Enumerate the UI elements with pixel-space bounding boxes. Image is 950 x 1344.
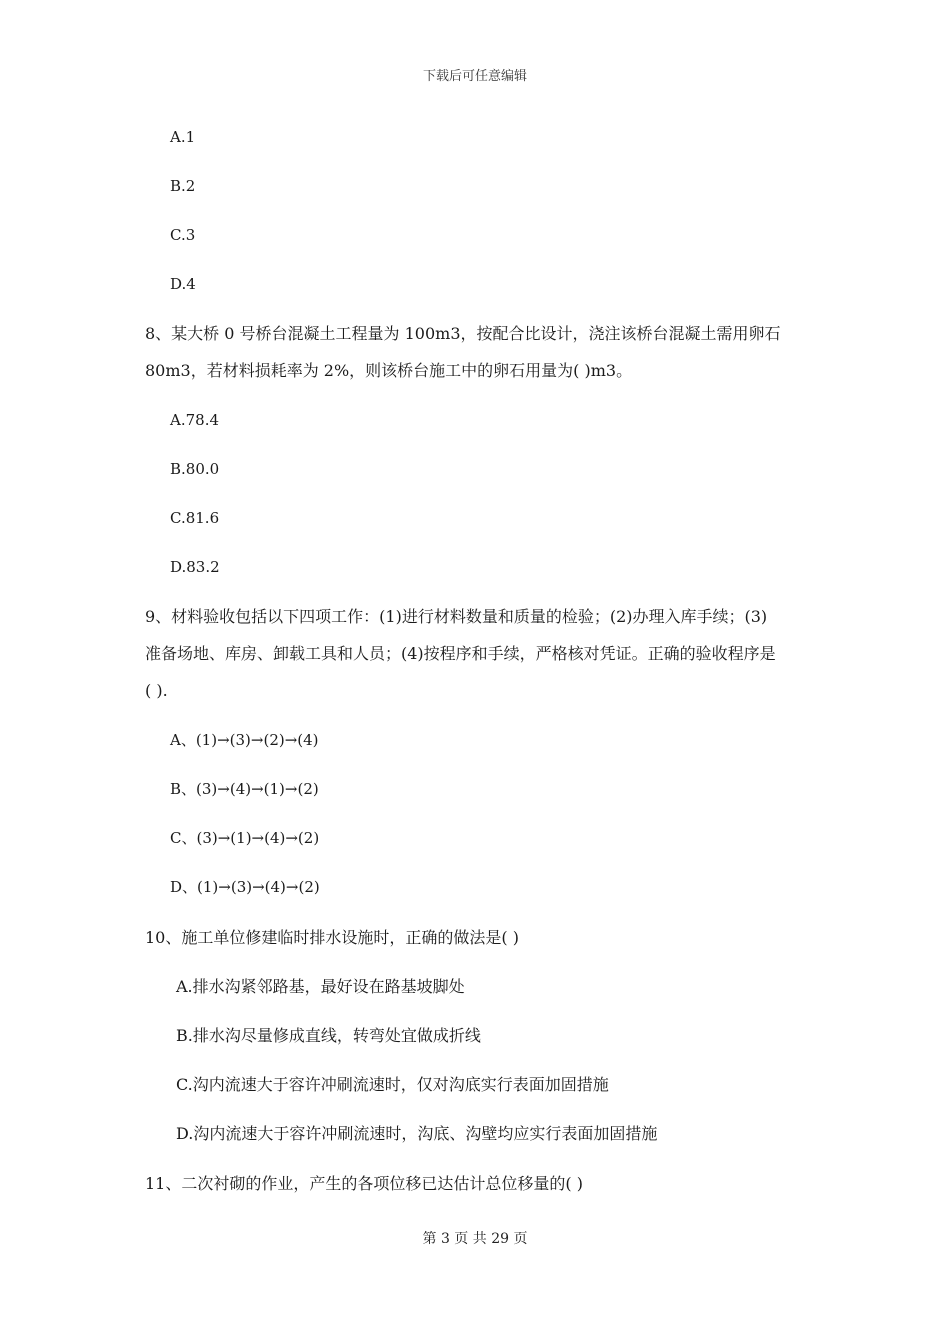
q7-option-a: A.1	[170, 128, 196, 146]
q9-option-b: B、(3)→(4)→(1)→(2)	[170, 780, 319, 798]
q8-stem-line-1: 8、某大桥 0 号桥台混凝土工程量为 100m3，按配合比设计，浇注该桥台混凝土需用卵石	[145, 324, 781, 343]
page-header: 下载后可任意编辑	[422, 69, 527, 84]
q9-stem-line-2: 准备场地、库房、卸载工具和人员；(4)按程序和手续，严格核对凭证。正确的验收程序是	[145, 644, 776, 663]
q9-stem-line-1: 9、材料验收包括以下四项工作：(1)进行材料数量和质量的检验；(2)办理入库手续；(3)	[145, 607, 768, 626]
q7-option-c: C.3	[170, 226, 196, 244]
q8-option-c: C.81.6	[170, 509, 220, 527]
q8-option-a: A.78.4	[170, 411, 219, 429]
q10-option-d: D.沟内流速大于容许冲刷流速时，沟底、沟壁均应实行表面加固措施	[176, 1124, 658, 1143]
q7-option-b: B.2	[170, 177, 196, 195]
q11-stem-line-1: 11、二次衬砌的作业，产生的各项位移已达估计总位移量的( )	[145, 1174, 583, 1193]
q9-stem-line-3: ( ).	[145, 681, 168, 700]
q9-option-a: A、(1)→(3)→(2)→(4)	[170, 731, 319, 749]
q8-stem-line-2: 80m3，若材料损耗率为 2%，则该桥台施工中的卵石用量为( )m3。	[145, 361, 633, 380]
q9-option-d: D、(1)→(3)→(4)→(2)	[170, 878, 320, 896]
q10-option-a: A.排水沟紧邻路基，最好设在路基坡脚处	[176, 977, 465, 996]
q10-stem-line-1: 10、施工单位修建临时排水设施时，正确的做法是( )	[145, 928, 519, 947]
page-footer: 第 3 页 共 29 页	[422, 1231, 528, 1247]
q8-option-d: D.83.2	[170, 558, 220, 576]
q7-option-d: D.4	[170, 275, 196, 293]
q10-option-c: C.沟内流速大于容许冲刷流速时，仅对沟底实行表面加固措施	[176, 1075, 609, 1094]
q8-option-b: B.80.0	[170, 460, 220, 478]
q9-option-c: C、(3)→(1)→(4)→(2)	[170, 829, 320, 847]
q10-option-b: B.排水沟尽量修成直线，转弯处宜做成折线	[176, 1026, 481, 1045]
